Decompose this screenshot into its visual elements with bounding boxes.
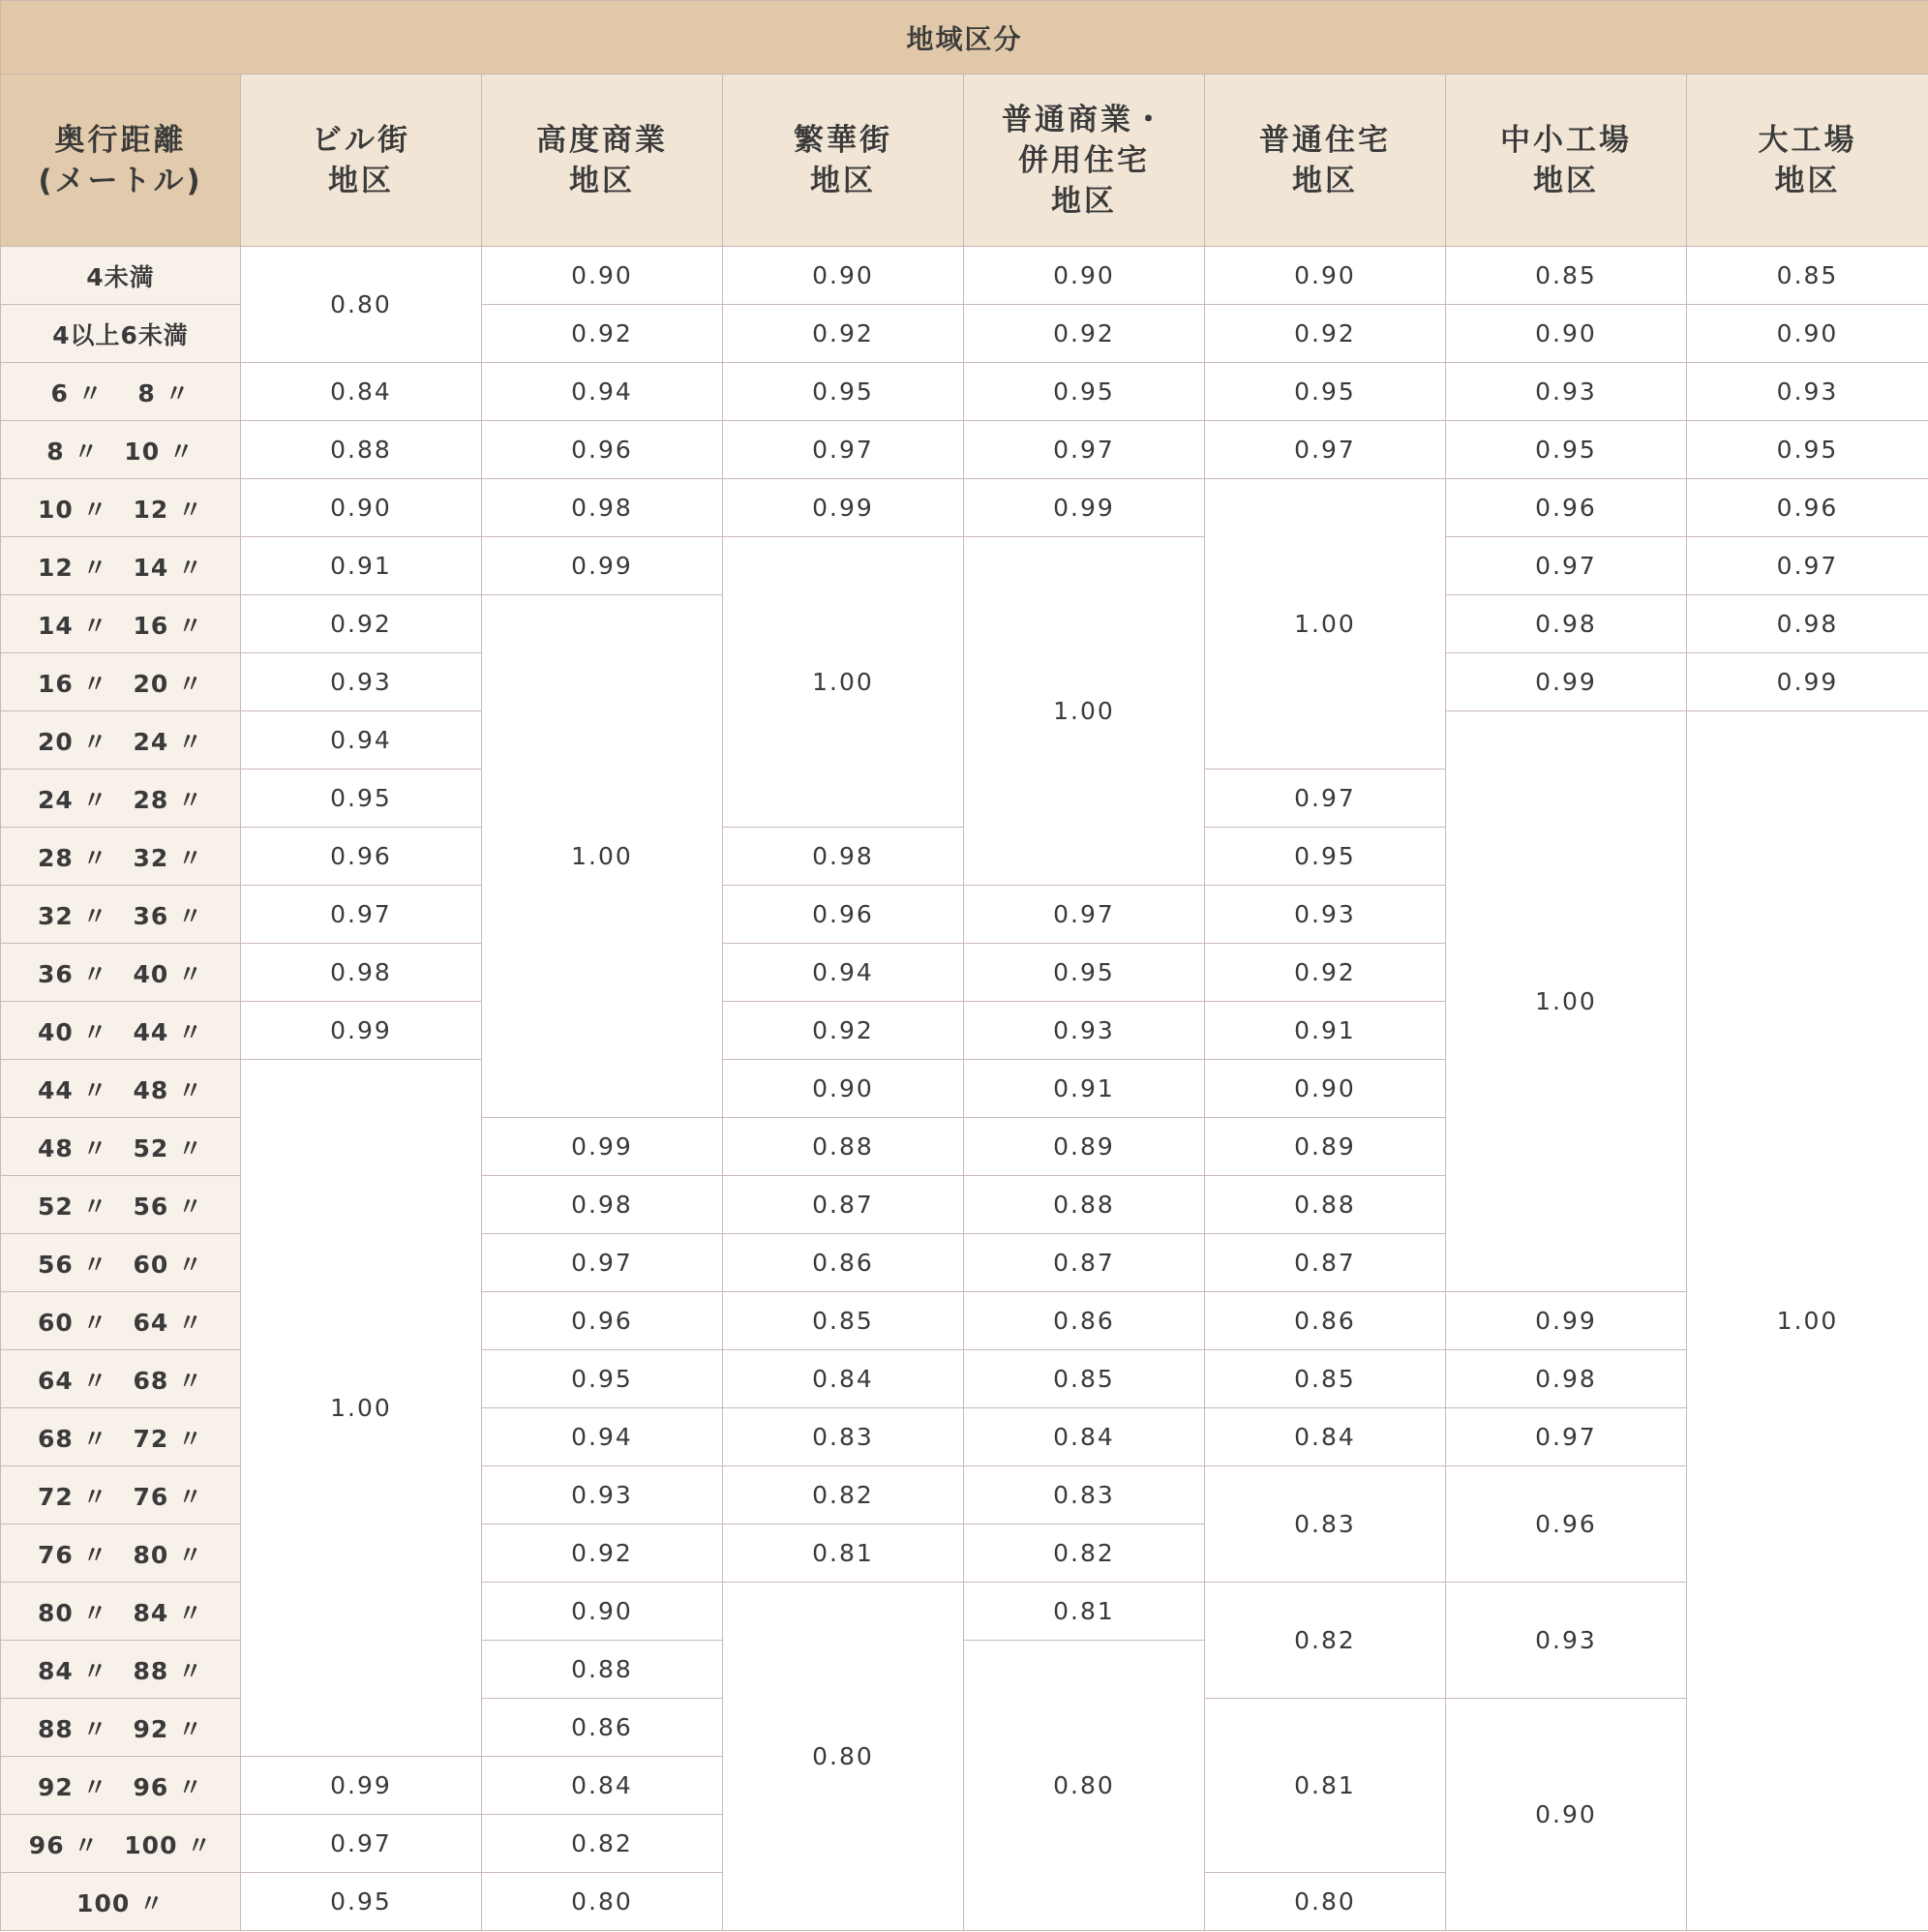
coefficient-cell: 0.93: [1687, 363, 1928, 421]
district-column-header-line: 地区: [1774, 163, 1841, 198]
coefficient-cell: 0.97: [1205, 421, 1446, 479]
district-column-header-line: ビル街: [312, 122, 410, 158]
coefficient-cell: 0.98: [1446, 595, 1687, 653]
coefficient-cell: 0.89: [964, 1118, 1205, 1176]
coefficient-cell: 0.95: [1446, 421, 1687, 479]
coefficient-cell: 0.95: [964, 363, 1205, 421]
table-body: [1, 247, 1928, 1931]
coefficient-cell: 0.97: [1205, 770, 1446, 828]
coefficient-cell: 0.85: [964, 1350, 1205, 1408]
coefficient-cell: 0.82: [723, 1466, 964, 1524]
coefficient-cell: 0.90: [1205, 1060, 1446, 1118]
coefficient-cell: 0.90: [964, 247, 1205, 305]
district-column-header-line: 大工場: [1758, 122, 1857, 158]
district-column-header-line: 地区: [328, 163, 394, 198]
coefficient-cell: 0.96: [482, 421, 723, 479]
table-row: [1, 537, 1928, 595]
coefficient-cell: 0.80: [482, 1873, 723, 1931]
coefficient-cell: 0.95: [723, 363, 964, 421]
coefficient-cell: 0.97: [964, 421, 1205, 479]
coefficient-cell: 0.98: [482, 479, 723, 537]
coefficient-cell: 0.92: [964, 305, 1205, 363]
coefficient-cell: 0.97: [964, 886, 1205, 944]
coefficient-cell: 0.85: [1205, 1350, 1446, 1408]
table-row: [1, 421, 1928, 479]
coefficient-cell: 0.84: [964, 1408, 1205, 1466]
coefficient-cell: 0.86: [723, 1234, 964, 1292]
coefficient-cell: 1.00: [1687, 711, 1928, 1931]
coefficient-cell: 0.88: [723, 1118, 964, 1176]
depth-range-label: 40 〃 44 〃: [1, 1002, 241, 1060]
coefficient-cell: 1.00: [241, 1060, 482, 1757]
depth-range-label: 4未満: [1, 247, 241, 305]
coefficient-cell: 0.98: [241, 944, 482, 1002]
coefficient-cell: 0.97: [723, 421, 964, 479]
coefficient-cell: 0.86: [964, 1292, 1205, 1350]
coefficient-cell: 0.90: [482, 1583, 723, 1641]
depth-range-label: 4以上6未満: [1, 305, 241, 363]
coefficient-cell: 0.99: [241, 1757, 482, 1815]
coefficient-cell: 0.98: [1687, 595, 1928, 653]
depth-range-label: 60 〃 64 〃: [1, 1292, 241, 1350]
coefficient-cell: 0.85: [723, 1292, 964, 1350]
coefficient-cell: 0.98: [482, 1176, 723, 1234]
depth-range-label: 14 〃 16 〃: [1, 595, 241, 653]
district-column-header: [964, 75, 1205, 247]
coefficient-cell: 0.99: [482, 1118, 723, 1176]
coefficient-cell: 0.90: [1446, 1699, 1687, 1931]
coefficient-cell: 0.87: [964, 1234, 1205, 1292]
coefficient-cell: 0.85: [1446, 247, 1687, 305]
depth-range-label: 24 〃 28 〃: [1, 770, 241, 828]
coefficient-cell: 0.94: [241, 711, 482, 770]
coefficient-cell: 0.86: [482, 1699, 723, 1757]
district-column-header-line: 併用住宅: [1018, 142, 1150, 178]
coefficient-cell: 0.92: [482, 1524, 723, 1583]
coefficient-cell: 0.92: [482, 305, 723, 363]
coefficient-cell: 0.95: [1687, 421, 1928, 479]
coefficient-cell: 0.84: [723, 1350, 964, 1408]
coefficient-cell: 0.95: [1205, 363, 1446, 421]
coefficient-cell: 0.96: [1446, 479, 1687, 537]
coefficient-cell: 0.88: [482, 1641, 723, 1699]
depth-range-label: 96 〃 100 〃: [1, 1815, 241, 1873]
district-column-header: [1687, 75, 1928, 247]
coefficient-cell: 0.95: [482, 1350, 723, 1408]
depth-range-label: 92 〃 96 〃: [1, 1757, 241, 1815]
district-column-header-line: 地区: [810, 163, 876, 198]
coefficient-cell: 0.93: [241, 653, 482, 711]
coefficient-cell: 0.92: [1205, 944, 1446, 1002]
depth-range-label: 72 〃 76 〃: [1, 1466, 241, 1524]
coefficient-cell: 1.00: [1205, 479, 1446, 770]
coefficient-cell: 0.99: [1446, 1292, 1687, 1350]
depth-range-label: 100 〃: [1, 1873, 241, 1931]
coefficient-cell: 0.80: [964, 1641, 1205, 1931]
depth-distance-header: [1, 75, 241, 247]
coefficient-cell: 0.93: [1446, 363, 1687, 421]
coefficient-cell: 0.81: [1205, 1699, 1446, 1873]
coefficient-cell: 0.92: [1205, 305, 1446, 363]
coefficient-cell: 0.86: [1205, 1292, 1446, 1350]
coefficient-cell: 0.93: [482, 1466, 723, 1524]
coefficient-cell: 0.81: [723, 1524, 964, 1583]
district-column-header: [482, 75, 723, 247]
coefficient-cell: 0.97: [1446, 1408, 1687, 1466]
depth-distance-header-line: 奥行距離: [54, 122, 187, 158]
coefficient-cell: 0.96: [723, 886, 964, 944]
district-column-header-line: 地区: [569, 163, 635, 198]
coefficient-cell: 0.97: [241, 886, 482, 944]
coefficient-cell: 0.97: [482, 1234, 723, 1292]
coefficient-cell: 0.82: [482, 1815, 723, 1873]
district-category-title: 地域区分: [1, 1, 1928, 75]
coefficient-cell: 0.90: [1446, 305, 1687, 363]
coefficient-cell: 0.96: [1687, 479, 1928, 537]
coefficient-cell: 0.99: [1446, 653, 1687, 711]
depth-range-label: 12 〃 14 〃: [1, 537, 241, 595]
coefficient-cell: 0.99: [241, 1002, 482, 1060]
coefficient-cell: 0.95: [964, 944, 1205, 1002]
depth-range-label: 10 〃 12 〃: [1, 479, 241, 537]
coefficient-cell: 0.80: [241, 247, 482, 363]
district-column-header-line: 地区: [1292, 163, 1358, 198]
coefficient-cell: 0.99: [964, 479, 1205, 537]
coefficient-cell: 0.92: [723, 305, 964, 363]
coefficient-cell: 0.90: [482, 247, 723, 305]
coefficient-cell: 0.83: [723, 1408, 964, 1466]
depth-range-label: 20 〃 24 〃: [1, 711, 241, 770]
coefficient-cell: 0.89: [1205, 1118, 1446, 1176]
coefficient-cell: 0.92: [723, 1002, 964, 1060]
coefficient-cell: 0.90: [1205, 247, 1446, 305]
depth-range-label: 44 〃 48 〃: [1, 1060, 241, 1118]
coefficient-cell: 0.94: [482, 363, 723, 421]
coefficient-cell: 0.82: [964, 1524, 1205, 1583]
depth-range-label: 68 〃 72 〃: [1, 1408, 241, 1466]
depth-range-label: 8 〃 10 〃: [1, 421, 241, 479]
coefficient-cell: 1.00: [964, 537, 1205, 886]
coefficient-cell: 0.87: [723, 1176, 964, 1234]
depth-range-label: 84 〃 88 〃: [1, 1641, 241, 1699]
depth-range-label: 52 〃 56 〃: [1, 1176, 241, 1234]
coefficient-cell: 0.88: [1205, 1176, 1446, 1234]
coefficient-cell: 1.00: [1446, 711, 1687, 1292]
district-column-header: [723, 75, 964, 247]
coefficient-cell: 0.91: [964, 1060, 1205, 1118]
coefficient-cell: 0.91: [1205, 1002, 1446, 1060]
coefficient-cell: 0.90: [723, 1060, 964, 1118]
coefficient-cell: 0.90: [723, 247, 964, 305]
depth-distance-header-line: (メートル): [38, 163, 203, 198]
coefficient-cell: 0.99: [482, 537, 723, 595]
table-row: [1, 247, 1928, 305]
coefficient-cell: 0.83: [1205, 1466, 1446, 1583]
coefficient-cell: 0.87: [1205, 1234, 1446, 1292]
coefficient-cell: 0.91: [241, 537, 482, 595]
coefficient-cell: 0.81: [964, 1583, 1205, 1641]
coefficient-cell: 0.84: [1205, 1408, 1446, 1466]
depth-range-label: 48 〃 52 〃: [1, 1118, 241, 1176]
coefficient-cell: 0.96: [1446, 1466, 1687, 1583]
coefficient-cell: 0.95: [1205, 828, 1446, 886]
depth-range-label: 6 〃 8 〃: [1, 363, 241, 421]
district-column-header-line: 普通住宅: [1259, 122, 1391, 158]
coefficient-cell: 0.97: [1446, 537, 1687, 595]
district-column-header-line: 繁華街: [794, 122, 892, 158]
coefficient-cell: 0.88: [241, 421, 482, 479]
district-column-header-line: 普通商業・: [1002, 102, 1166, 137]
depth-range-label: 80 〃 84 〃: [1, 1583, 241, 1641]
coefficient-cell: 0.92: [241, 595, 482, 653]
coefficient-cell: 0.85: [1687, 247, 1928, 305]
coefficient-cell: 0.80: [1205, 1873, 1446, 1931]
coefficient-cell: 0.84: [241, 363, 482, 421]
depth-range-label: 64 〃 68 〃: [1, 1350, 241, 1408]
coefficient-cell: 0.95: [241, 1873, 482, 1931]
district-column-header-line: 地区: [1051, 183, 1117, 219]
coefficient-cell: 0.93: [964, 1002, 1205, 1060]
depth-range-label: 36 〃 40 〃: [1, 944, 241, 1002]
coefficient-cell: 0.93: [1205, 886, 1446, 944]
district-column-header: [1446, 75, 1687, 247]
depth-range-label: 76 〃 80 〃: [1, 1524, 241, 1583]
coefficient-cell: 0.96: [241, 828, 482, 886]
district-column-header-line: 高度商業: [536, 122, 668, 158]
depth-range-label: 56 〃 60 〃: [1, 1234, 241, 1292]
coefficient-cell: 0.82: [1205, 1583, 1446, 1699]
coefficient-cell: 0.84: [482, 1757, 723, 1815]
coefficient-cell: 0.90: [1687, 305, 1928, 363]
coefficient-cell: 0.97: [241, 1815, 482, 1873]
coefficient-cell: 0.80: [723, 1583, 964, 1931]
depth-range-label: 16 〃 20 〃: [1, 653, 241, 711]
coefficient-cell: 0.93: [1446, 1583, 1687, 1699]
coefficient-cell: 0.96: [482, 1292, 723, 1350]
district-column-header: [241, 75, 482, 247]
coefficient-cell: 0.83: [964, 1466, 1205, 1524]
district-column-header-line: 地区: [1533, 163, 1599, 198]
coefficient-cell: 0.98: [1446, 1350, 1687, 1408]
coefficient-cell: 0.88: [964, 1176, 1205, 1234]
coefficient-cell: 0.90: [241, 479, 482, 537]
district-column-header-line: 中小工場: [1500, 122, 1632, 158]
district-column-header: [1205, 75, 1446, 247]
column-header-row: [1, 75, 1928, 247]
coefficient-cell: 0.98: [723, 828, 964, 886]
coefficient-cell: 1.00: [723, 537, 964, 828]
coefficient-cell: 0.94: [482, 1408, 723, 1466]
coefficient-cell: 0.95: [241, 770, 482, 828]
coefficient-cell: 0.97: [1687, 537, 1928, 595]
coefficient-cell: 1.00: [482, 595, 723, 1118]
depth-range-label: 28 〃 32 〃: [1, 828, 241, 886]
depth-range-label: 88 〃 92 〃: [1, 1699, 241, 1757]
coefficient-cell: 0.94: [723, 944, 964, 1002]
table-row: [1, 363, 1928, 421]
coefficient-cell: 0.99: [1687, 653, 1928, 711]
table-row: [1, 479, 1928, 537]
depth-range-label: 32 〃 36 〃: [1, 886, 241, 944]
coefficient-cell: 0.99: [723, 479, 964, 537]
